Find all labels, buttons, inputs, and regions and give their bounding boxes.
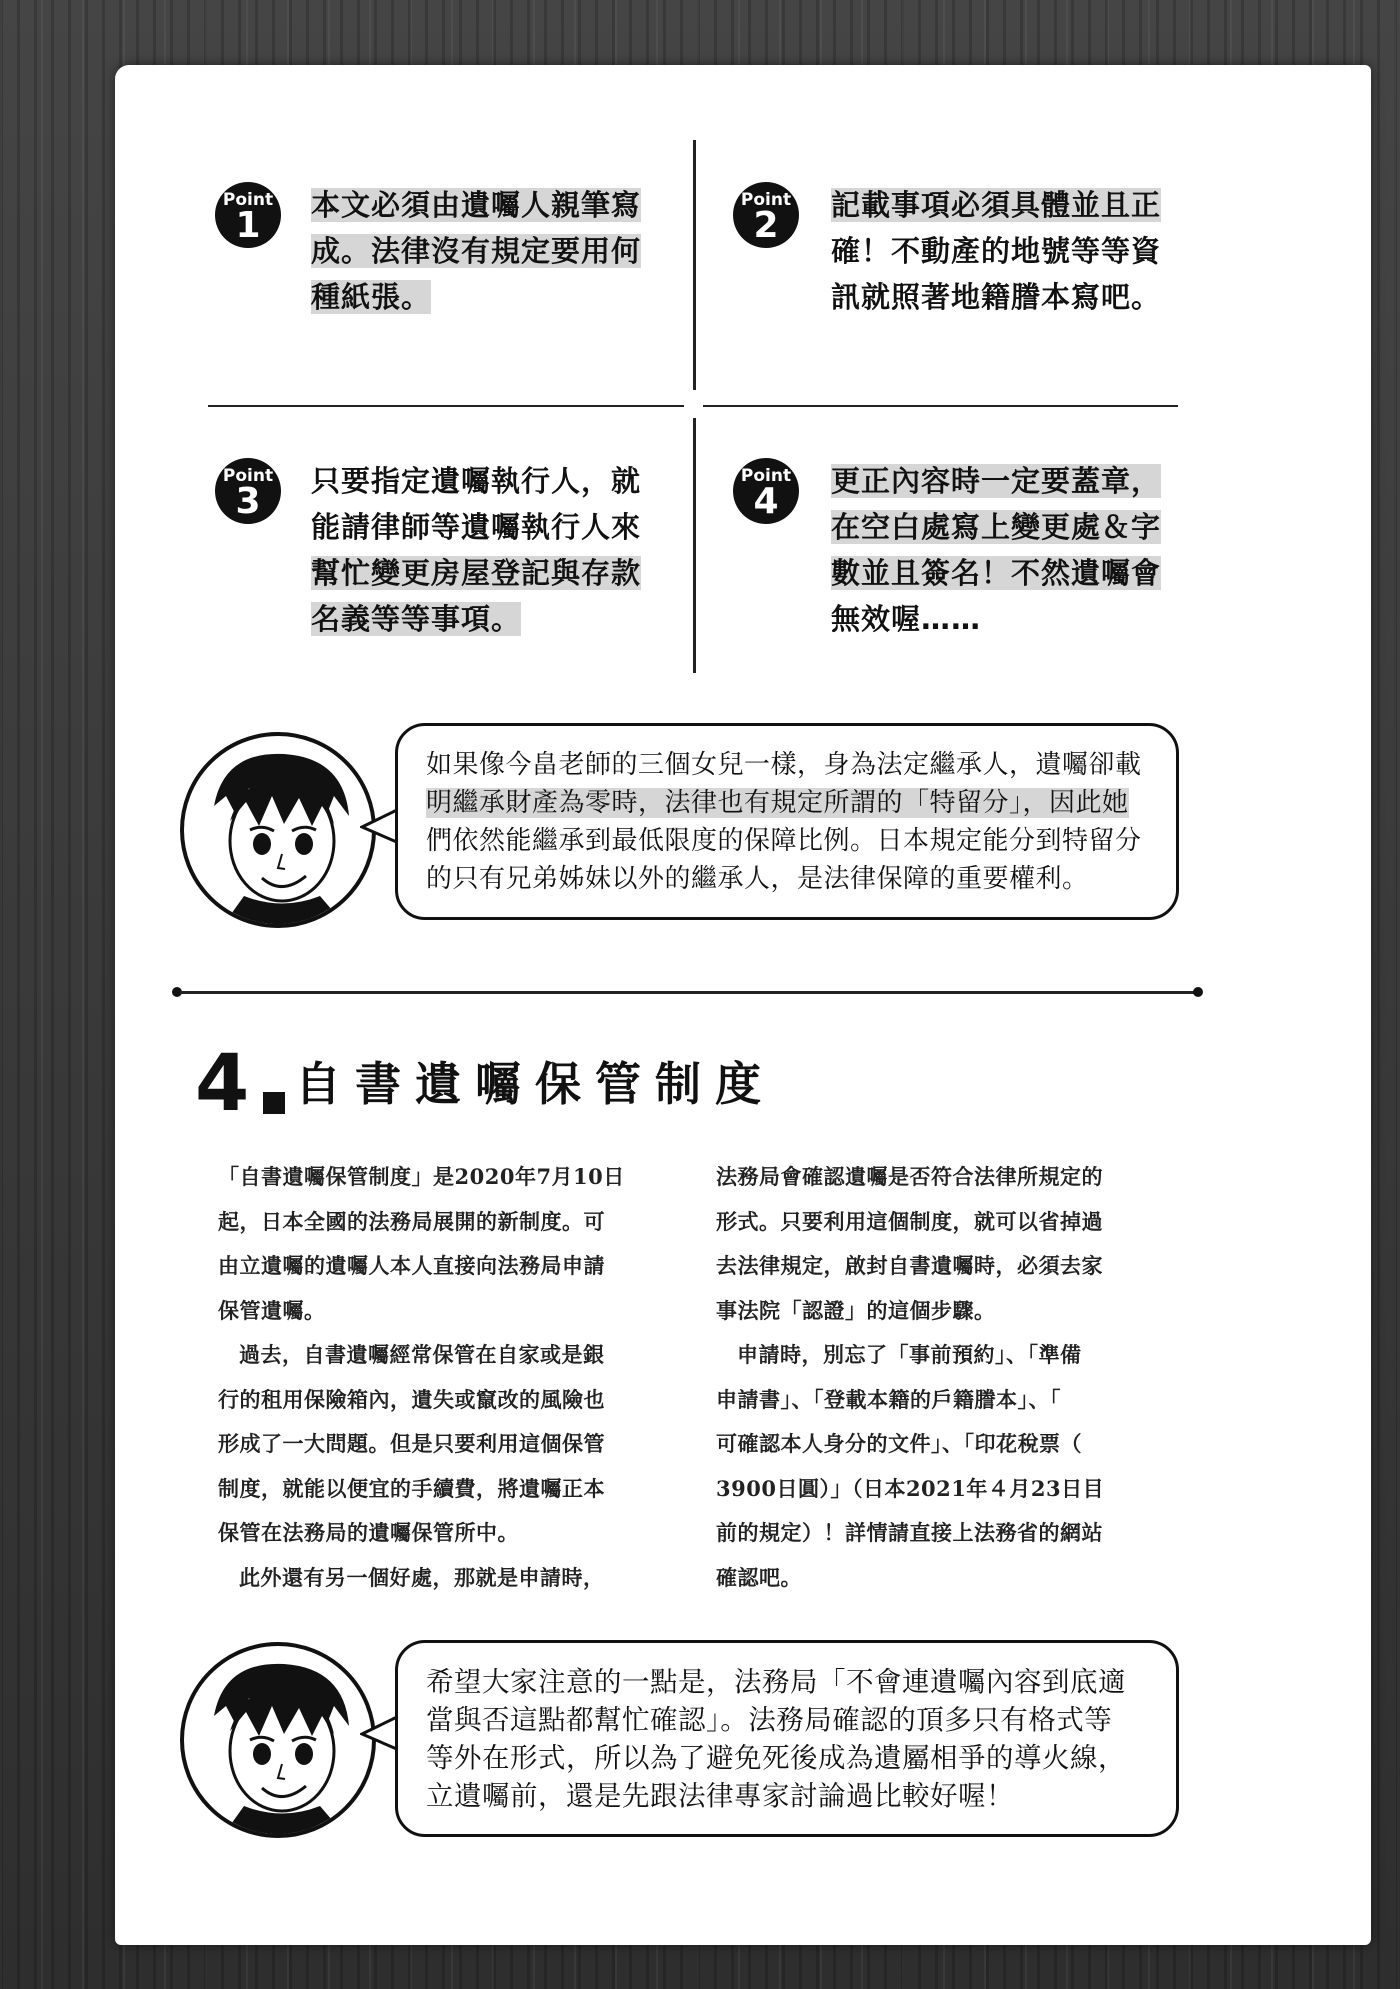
point-line: 更正內容時一定要蓋章， — [831, 464, 1162, 498]
body-line: 前的規定）！詳情請直接上法務省的網站 — [716, 1520, 1103, 1545]
speech-bubble-text — [426, 1663, 1166, 1815]
bubble-line: 們依然能繼承到最低限度的保障比例。日本規定能分到特留分 — [426, 826, 1142, 856]
speech-bubble-tail — [360, 807, 400, 847]
bubble-line: 當與否這點都幫忙確認」。法務局確認的頂多只有格式等 — [426, 1704, 1113, 1736]
point-line: 記載事項必須具體並且正 — [831, 188, 1162, 222]
body-line: 去法律規定，啟封自書遺囑時，必須去家 — [716, 1253, 1103, 1278]
point-line: 成。法律沒有規定要用何 — [311, 234, 642, 268]
section-title: 自書遺囑保管制度 — [295, 1057, 775, 1111]
point-1 — [215, 182, 715, 412]
point-badge-2 — [733, 182, 799, 248]
body-column-left — [218, 1155, 688, 1600]
bubble-line: 明繼承財產為零時，法律也有規定所謂的「特留分」，因此她 — [426, 788, 1129, 818]
point-line: 只要指定遺囑執行人，就 — [311, 464, 642, 498]
bubble-line: 的只有兄弟姊妹以外的繼承人，是法律保障的重要權利。 — [426, 864, 1089, 894]
speech-bubble-text — [426, 746, 1166, 898]
body-line: 3900日圓）」（日本2021年４月23日目 — [716, 1475, 1105, 1501]
speech-bubble-1 — [395, 723, 1179, 920]
point-badge-number: 4 — [753, 481, 779, 522]
bubble-line: 如果像今畠老師的三個女兒一樣，身為法定繼承人，遺囑卻載 — [426, 750, 1142, 780]
body-line: 此外還有另一個好處，那就是申請時， — [239, 1564, 605, 1590]
point-line: 本文必須由遺囑人親筆寫 — [311, 188, 642, 222]
point-badge-number: 1 — [235, 205, 261, 246]
point-text — [831, 458, 1231, 642]
body-line: 確認吧。 — [716, 1564, 802, 1590]
bubble-line: 立遺囑前，還是先跟法律專家討論過比較好喔！ — [426, 1780, 1014, 1812]
point-4 — [733, 458, 1233, 688]
body-line: 形成了一大問題。但是只要利用這個保管 — [218, 1431, 605, 1456]
point-line: 數並且簽名！不然遺囑會 — [831, 556, 1162, 590]
point-badge-1 — [215, 182, 281, 248]
point-line: 幫忙變更房屋登記與存款 — [311, 556, 642, 590]
section-divider — [180, 991, 1198, 994]
point-text — [311, 182, 711, 320]
point-badge-4 — [733, 458, 799, 524]
point-badge-number: 3 — [235, 481, 261, 522]
section-number-dot — [263, 1092, 285, 1114]
body-line: 起，日本全國的法務局展開的新制度。可 — [218, 1208, 605, 1234]
body-column-right — [716, 1155, 1186, 1600]
section-number: 4 — [195, 1039, 250, 1129]
point-3 — [215, 458, 715, 688]
smiling-man-avatar-icon — [180, 1642, 376, 1838]
speech-bubble-tail — [360, 1714, 400, 1754]
body-line: 「自書遺囑保管制度」是2020年7月10日 — [218, 1164, 625, 1189]
point-text — [831, 182, 1231, 320]
body-line: 事法院「認證」的這個步驟。 — [716, 1297, 996, 1323]
point-badge-3 — [215, 458, 281, 524]
body-line: 過去，自書遺囑經常保管在自家或是銀 — [239, 1342, 605, 1367]
point-badge-label: Point — [740, 466, 792, 486]
speech-bubble-2 — [395, 1640, 1179, 1837]
point-badge-label: Point — [222, 466, 274, 486]
point-line: 無效喔…… — [831, 602, 982, 636]
body-line: 申請書」、「登載本籍的戶籍謄本」、「 — [716, 1386, 1061, 1412]
point-line: 確！不動產的地號等等資 — [831, 234, 1162, 268]
point-line: 訊就照著地籍謄本寫吧。 — [831, 280, 1162, 314]
body-line: 形式。只要利用這個制度，就可以省掉過 — [716, 1208, 1103, 1234]
point-badge-number: 2 — [753, 205, 779, 246]
body-line: 保管在法務局的遺囑保管所中。 — [218, 1520, 519, 1545]
body-line: 制度，就能以便宜的手續費，將遺囑正本 — [218, 1475, 605, 1501]
smiling-man-avatar-icon — [180, 732, 376, 928]
bubble-line: 希望大家注意的一點是，法務局「不會連遺囑內容到底適 — [426, 1666, 1126, 1698]
bubble-line: 等外在形式，所以為了避免死後成為遺屬相爭的導火線， — [426, 1742, 1126, 1774]
body-line: 行的租用保險箱內，遺失或竄改的風險也 — [218, 1386, 605, 1412]
body-line: 可確認本人身分的文件」、「印花稅票（ — [716, 1431, 1082, 1456]
point-line: 名義等等事項。 — [311, 602, 522, 636]
point-line: 種紙張。 — [311, 280, 432, 314]
point-badge-label: Point — [222, 190, 274, 210]
point-2 — [733, 182, 1233, 412]
point-badge-label: Point — [740, 190, 792, 210]
body-line: 保管遺囑。 — [218, 1297, 326, 1323]
section-divider-dot-right — [1193, 987, 1203, 997]
point-line: 能請律師等遺囑執行人來 — [311, 510, 642, 544]
point-line: 在空白處寫上變更處＆字 — [831, 510, 1162, 544]
body-line: 由立遺囑的遺囑人本人直接向法務局申請 — [218, 1253, 605, 1278]
body-line: 法務局會確認遺囑是否符合法律所規定的 — [716, 1164, 1103, 1189]
body-line: 申請時，別忘了「事前預約」、「準備 — [737, 1342, 1082, 1367]
point-text — [311, 458, 711, 642]
